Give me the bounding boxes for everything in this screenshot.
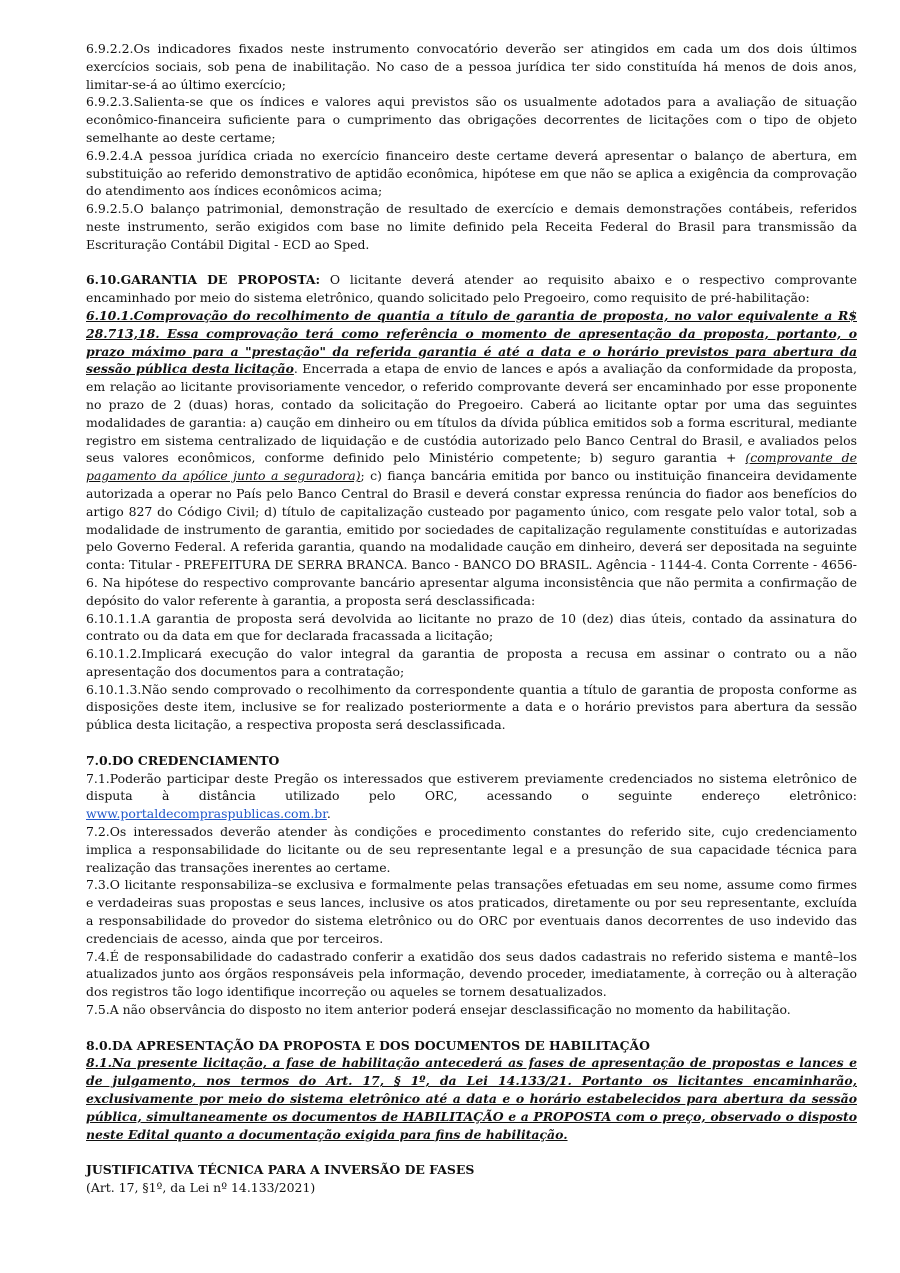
spacer	[86, 1019, 857, 1037]
section-6-10-heading: 6.10.GARANTIA DE PROPOSTA:	[86, 272, 321, 288]
paragraph-6-10-1-3: 6.10.1.3.Não sendo comprovado o recolhimento da correspondente quantia a título de garantia de proposta conforme as disposições deste item, inclusive se for realizado posteriormente a data e o horário previstos para abertura da sessão pública desta licitação, a respectiva proposta será desclassificada.	[86, 681, 857, 733]
guarantee-insurance-note: (comprovante de pagamento da apólice junto a seguradora)	[86, 450, 857, 484]
paragraph-7-1-link-line	[86, 805, 857, 823]
paragraph-7-2: 7.2.Os interessados deverão atender às condições e procedimento constantes do referido site, cujo credenciamento implica a responsabilidade do licitante ou de seu representante legal e a presunção de sua capacidade técnica para realização das transações inerentes ao certame.	[86, 824, 857, 875]
paragraph-6-9-2-2: 6.9.2.2.Os indicadores fixados neste instrumento convocatório deverão ser atingidos em cada um dos dois últimos exercícios sociais, sob pena de inabilitação. No caso de a pessoa jurídica ter sido constituída há menos de dois anos, limitar-se-á ao último exercício;	[86, 41, 857, 92]
section-6-10-intro-text: O licitante deverá atender ao requisito abaixo e o respectivo comprovante encaminhado por meio do sistema eletrônico, quando solicitado pelo Pregoeiro, como requisito de pré-habilitação:	[86, 272, 857, 306]
paragraph-7-4: 7.4.É de responsabilidade do cadastrado conferir a exatidão dos seus dados cadastrais no referido sistema e mantê–los atualizados junto aos órgãos responsáveis pela informação, devendo proceder, imediatamente, à correção ou à alteração dos registros tão logo identifique incorreção ou aqueles se tornem desatualizados.	[86, 948, 857, 1000]
paragraph-7-3: 7.3.O licitante responsabiliza–se exclusiva e formalmente pelas transações efetuadas em seu nome, assume como firmes e verdadeiras suas propostas e seus lances, inclusive os atos praticados, diretamente ou por seu representante, excluída a responsabilidade do provedor do sistema eletrônico ou do ORC por eventuais danos decorrentes de uso indevido das credenciais de acesso, ainda que por terceiros.	[86, 877, 857, 946]
paragraph-6-10-1-2: 6.10.1.2.Implicará execução do valor integral da garantia de proposta a recusa em assinar o contrato ou a não apresentação dos documentos para a contratação;	[86, 646, 857, 679]
justification-heading-text: JUSTIFICATIVA TÉCNICA PARA A INVERSÃO DE FASES	[86, 1162, 475, 1178]
document-page	[86, 40, 857, 1197]
justification-heading	[86, 1161, 857, 1179]
paragraph-6-9-2-5: 6.9.2.5.O balanço patrimonial, demonstração de resultado de exercício e demais demonstrações contábeis, referidos neste instrumento, serão exigidos com base no limite definido pela Receita Federal do Brasil para transmissão da Escrituração Contábil Digital - ECD ao Sped.	[86, 201, 857, 252]
paragraph-7-5: 7.5.A não observância do disposto no item anterior poderá ensejar desclassificação no momento da habilitação.	[86, 1002, 791, 1018]
section-6-10-intro	[86, 271, 857, 307]
guarantee-text-a: . Encerrada a etapa de envio de lances e após a avaliação da conformidade da proposta, em relação ao licitante provisoriamente vencedor, o referido comprovante deverá ser encaminhado por esse proponente no prazo de 2 (duas) horas, contado da solicitação do Pregoeiro. Caberá ao licitante optar por uma das seguintes modalidades de garantia: a) caução em dinheiro ou em títulos da dívida pública emitidos sob a forma escritural, mediante registro em sistema centralizado de liquidação e de custódia autorizado pelo Banco Central do Brasil, e avaliados pelos seus valores econômicos, conforme definido pelo Ministério competente; b) seguro garantia +	[86, 361, 857, 466]
section-7-heading-text: 7.0.DO CREDENCIAMENTO	[86, 752, 280, 768]
portal-link[interactable]: www.portaldecompraspublicas.com.br	[86, 806, 327, 822]
spacer	[86, 734, 857, 752]
guarantee-text-b: ; c) fiança bancária emitida por banco ou instituição financeira devidamente autorizada a operar no País pelo Banco Central do Brasil e deverá constar expressa renúncia do fiador aos benefícios do artigo 827 do Código Civil; d) título de capitalização custeado por pagamento único, com resgate pelo valor total, sob a modalidade de instrumento de garantia, emitido por sociedades de capitalização regulamente constituídas e autorizadas pelo Governo Federal. A referida garantia, quando na modalidade caução em dinheiro, deverá ser depositada na seguinte conta: Titular - PREFEITURA DE SERRA BRANCA. Banco - BANCO DO BRASIL. Agência - 1144-4. Conta Corrente - 4656-6. Na hipótese do respectivo comprovante bancário apresentar alguma inconsistência que não permita a confirmação de depósito do valor referente à garantia, a proposta será desclassificada:	[86, 468, 857, 608]
section-8-heading	[86, 1037, 857, 1055]
section-7-heading	[86, 752, 857, 770]
paragraph-7-1: 7.1.Poderão participar deste Pregão os interessados que estiverem previamente credenciados no sistema eletrônico de disputa à distância utilizado pelo ORC, acessando o seguinte endereço eletrônico:	[86, 770, 857, 804]
paragraph-6-10-1-1: 6.10.1.1.A garantia de proposta será devolvida ao licitante no prazo de 10 (dez) dias úteis, contado da assinatura do contrato ou da data em que for declarada fracassada a licitação;	[86, 610, 857, 644]
guarantee-emphasis: 6.10.1.Comprovação do recolhimento de quantia a título de garantia de proposta, no valor equivalente a R$ 28.713,18. Essa comprovação terá como referência o momento de apresentação da proposta, portanto, o prazo máximo para a "prestação" da referida garantia é até a data e o horário previstos para abertura da sessão pública desta licitação	[86, 307, 857, 377]
spacer	[86, 1143, 857, 1161]
paragraph-6-10-1	[86, 307, 857, 610]
section-8-heading-text: 8.0.DA APRESENTAÇÃO DA PROPOSTA E DOS DOCUMENTOS DE HABILITAÇÃO	[86, 1037, 650, 1053]
paragraph-6-9-2-3: 6.9.2.3.Salienta-se que os índices e valores aqui previstos são os usualmente adotados para a avaliação de situação econômico-financeira suficiente para o cumprimento das obrigações decorrentes de licitações com o tipo de objeto semelhante ao deste certame;	[86, 94, 857, 145]
paragraph-8-1: 8.1.Na presente licitação, a fase de habilitação antecederá as fases de apresentação de propostas e lances e de julgamento, nos termos do Art. 17, § 1º, da Lei 14.133/21. Portanto os licitantes encaminharão, exclusivamente por meio do sistema eletrônico até a data e o horário estabelecidos para abertura da sessão pública, simultaneamente os documentos de HABILITAÇÃO e a PROPOSTA com o preço, observado o disposto neste Edital quanto a documentação exigida para fins de habilitação.	[86, 1055, 857, 1142]
link-period: .	[326, 806, 331, 822]
paragraph-6-9-2-4: 6.9.2.4.A pessoa jurídica criada no exercício financeiro deste certame deverá apresentar o balanço de abertura, em substituição ao referido demonstrativo de aptidão econômica, hipótese em que não se aplica a exigência da comprovação do atendimento aos índices econômicos acima;	[86, 147, 857, 199]
spacer	[86, 254, 857, 272]
justification-reference: (Art. 17, §1º, da Lei nº 14.133/2021)	[86, 1180, 316, 1195]
